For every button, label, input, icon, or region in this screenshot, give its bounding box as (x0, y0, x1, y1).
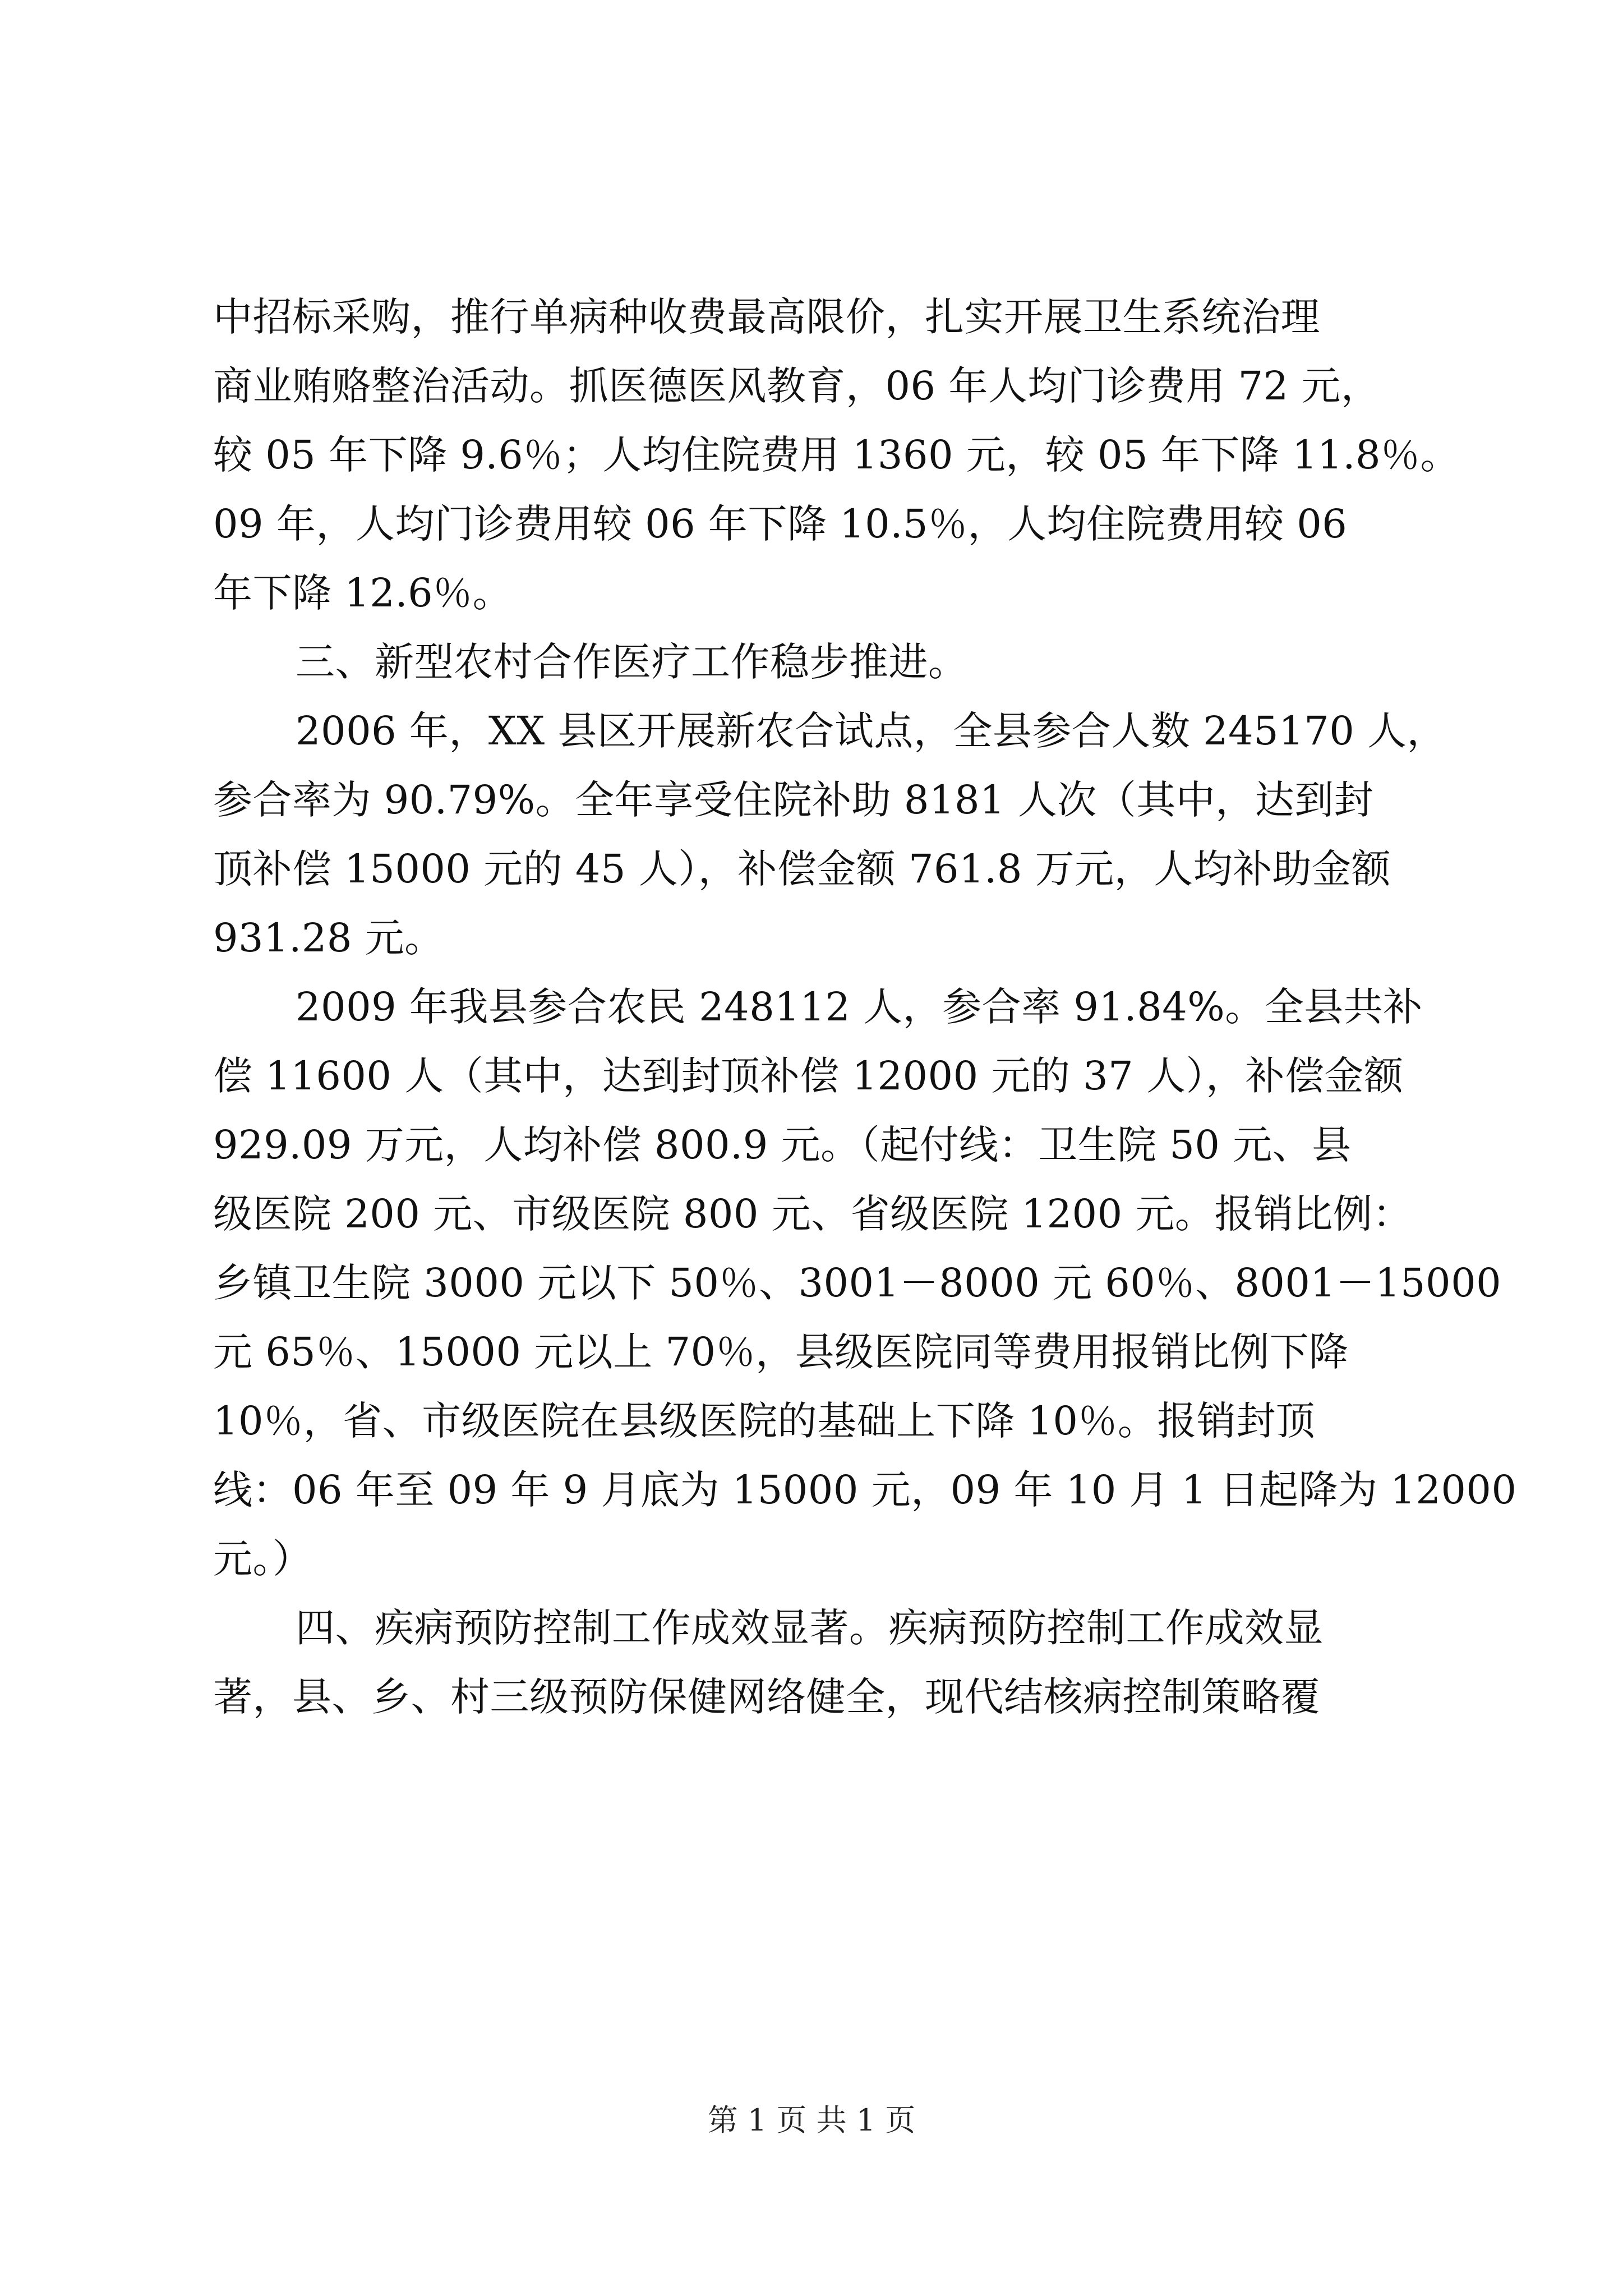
text-line: 偿 11600 人（其中，达到封顶补偿 12000 元的 37 人），补偿金额 (213, 1053, 1404, 1099)
page-footer: 第 1 页 共 1 页 (707, 2102, 916, 2138)
text-line: 乡镇卫生院 3000 元以下 50％、3001－8000 元 60％、8001－15000 (213, 1260, 1502, 1306)
text-line: 线：06 年至 09 年 9 月底为 15000 元，09 年 10 月 1 日起降为 12000 (213, 1467, 1517, 1513)
section-heading: 四、疾病预防控制工作成效显著。疾病预防控制工作成效显 (296, 1605, 1324, 1651)
text-line: 顶补偿 15000 元的 45 人），补偿金额 761.8 万元，人均补助金额 (213, 846, 1391, 892)
text-line: 参合率为 90.79%。全年享受住院补助 8181 人次（其中，达到封 (213, 777, 1374, 823)
section-heading: 三、新型农村合作医疗工作稳步推进。 (296, 639, 968, 685)
text-line: 元。） (213, 1536, 312, 1582)
text-line: 2009 年我县参合农民 248112 人，参合率 91.84%。全县共补 (296, 984, 1423, 1030)
text-line: 931.28 元。 (213, 915, 444, 961)
text-line: 中招标采购，推行单病种收费最高限价，扎实开展卫生系统治理 (213, 294, 1320, 340)
text-line: 较 05 年下降 9.6％；人均住院费用 1360 元，较 05 年下降 11.8％。 (213, 432, 1460, 478)
text-line: 09 年，人均门诊费用较 06 年下降 10.5％，人均住院费用较 06 (213, 501, 1348, 547)
text-line: 年下降 12.6％。 (213, 570, 513, 616)
text-line: 929.09 万元，人均补偿 800.9 元。（起付线：卫生院 50 元、县 (213, 1122, 1352, 1168)
text-line: 级医院 200 元、市级医院 800 元、省级医院 1200 元。报销比例： (213, 1191, 1412, 1237)
text-line: 2006 年，XX 县区开展新农合试点，全县参合人数 245170 人， (296, 708, 1447, 754)
text-line: 10％，省、市级医院在县级医院的基础上下降 10％。报销封顶 (213, 1398, 1316, 1444)
text-line: 商业贿赂整治活动。抓医德医风教育，06 年人均门诊费用 72 元， (213, 363, 1381, 409)
text-line: 元 65％、15000 元以上 70％，县级医院同等费用报销比例下降 (213, 1329, 1349, 1375)
text-line: 著，县、乡、村三级预防保健网络健全，现代结核病控制策略覆 (213, 1674, 1320, 1720)
